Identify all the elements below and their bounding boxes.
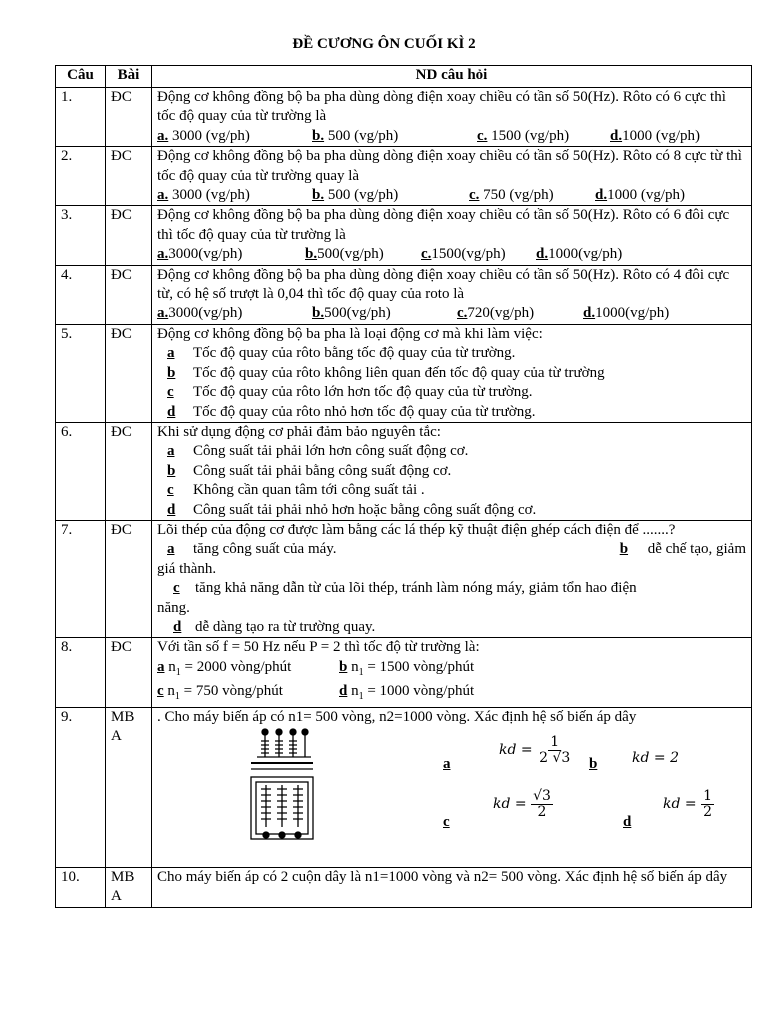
option-d: d.1000(vg/ph) xyxy=(536,246,623,263)
option-c: c $n_1 = 750$ vòng/phút xyxy=(157,683,283,703)
question-stem: Động cơ không đồng bộ ba pha là loại động cơ mà khi làm việc: xyxy=(157,325,543,342)
options-row-ab xyxy=(157,540,746,559)
header-num: Câu xyxy=(56,66,106,88)
question-content xyxy=(152,265,752,324)
option-d: d $n_1 = 1000$ vòng/phút xyxy=(339,683,475,703)
option-d: d Tốc độ quay của rôto nhỏ hơn tốc độ quay của từ trường. xyxy=(167,403,536,420)
table-row xyxy=(56,422,752,520)
question-number: 7. xyxy=(56,520,106,637)
option-b: b Tốc độ quay của rôto không liên quan đến tốc độ quay của từ trường xyxy=(167,364,605,381)
option-c: c. 750 (vg/ph) xyxy=(469,187,554,204)
options xyxy=(157,304,746,323)
options-row-cd xyxy=(157,682,746,706)
question-content xyxy=(152,638,752,707)
question-content xyxy=(152,88,752,147)
question-number: 10. xyxy=(56,868,106,908)
table-row xyxy=(56,868,752,908)
header-row xyxy=(56,66,752,88)
option-c-continued: năng. xyxy=(157,599,190,616)
question-number: 2. xyxy=(56,147,106,206)
table-row xyxy=(56,265,752,324)
options xyxy=(157,127,746,146)
option-a: a. 3000 (vg/ph) xyxy=(157,127,250,144)
option-a-formula: kd = $\frac{1}{2 √3}$ xyxy=(499,734,571,766)
question-content xyxy=(152,707,752,867)
option-d: d.1000(vg/ph) xyxy=(583,305,670,322)
option-b: b Công suất tải phải bằng công suất động cơ. xyxy=(167,462,452,479)
option-a: a. 3000 (vg/ph) xyxy=(157,187,250,204)
option-c: c tăng khả năng dẫn từ của lõi thép, tránh làm nóng máy, giảm tổn hao điện xyxy=(173,580,637,597)
question-stem: Động cơ không đồng bộ ba pha dùng dòng điện xoay chiều có tần số 50(Hz). Rôto có 8 cực từ thì tốc độ quay của từ trường quay là xyxy=(157,148,742,184)
option-c: c.720(vg/ph) xyxy=(457,305,535,322)
table-row xyxy=(56,707,752,867)
option-b-formula: kd = 2 xyxy=(632,750,679,766)
question-content xyxy=(152,206,752,265)
option-c: c Không cần quan tâm tới công suất tải . xyxy=(167,482,425,499)
question-type: ĐC xyxy=(106,88,152,147)
question-content xyxy=(152,868,752,908)
question-stem: Động cơ không đồng bộ ba pha dùng dòng điện xoay chiều có tần số 50(Hz). Rôto có 4 đôi cực từ, có hệ số trượt là 0,04 thì tốc độ quay của roto là xyxy=(157,266,730,303)
question-number: 1. xyxy=(56,88,106,147)
options-row-ab xyxy=(157,658,746,682)
question-number: 9. xyxy=(56,707,106,867)
question-stem: Động cơ không đồng bộ ba pha dùng dòng điện xoay chiều có tần số 50(Hz). Rôto có 6 cực thì tốc độ quay của từ trường là xyxy=(157,89,726,125)
option-c-formula: kd = $\frac{√3}{2}$ xyxy=(493,788,551,820)
question-number: 8. xyxy=(56,638,106,707)
option-d: d.1000 (vg/ph) xyxy=(595,187,686,204)
option-c-key: c xyxy=(443,814,450,830)
option-d: d.1000 (vg/ph) xyxy=(610,127,701,144)
option-d: d Công suất tải phải nhỏ hơn hoặc bằng công suất động cơ. xyxy=(167,501,537,518)
question-type: MB A xyxy=(106,868,152,908)
option-a: a.3000(vg/ph) xyxy=(157,305,243,322)
option-a: a Công suất tải phải lớn hơn công suất động cơ. xyxy=(167,443,469,460)
option-b: b dễ chế tạo, giảm xyxy=(619,541,746,558)
question-table xyxy=(55,65,752,908)
option-a: a $n_1 = 2000$ vòng/phút xyxy=(157,658,292,678)
question-number: 3. xyxy=(56,206,106,265)
transformer-diagram xyxy=(247,727,317,847)
table-row xyxy=(56,147,752,206)
question-type: MB A xyxy=(106,707,152,867)
option-c: c. 1500 (vg/ph) xyxy=(477,127,570,144)
option-b-continued: giá thành. xyxy=(157,560,217,577)
option-a: a Tốc độ quay của rôto bằng tốc độ quay của từ trường. xyxy=(167,345,516,362)
question-stem: Lõi thép của động cơ được làm bằng các lá thép kỹ thuật điện ghép cách điện để .......? xyxy=(157,521,676,538)
question-content xyxy=(152,324,752,422)
table-row xyxy=(56,520,752,637)
question-stem: Với tần số f = 50 Hz nếu P = 2 thì tốc độ từ trường là: xyxy=(157,639,480,656)
question-stem: Cho máy biến áp có 2 cuộn dây là n1=1000 vòng và n2= 500 vòng. Xác định hệ số biến áp dây xyxy=(157,869,728,885)
page-title: ĐỀ CƯƠNG ÔN CUỐI KÌ 2 xyxy=(292,36,476,52)
question-content xyxy=(152,147,752,206)
option-a: a tăng công suất của máy. xyxy=(167,541,337,558)
option-b: b.500(vg/ph) xyxy=(305,246,384,263)
option-b: b. 500 (vg/ph) xyxy=(312,127,399,144)
table-row xyxy=(56,638,752,707)
option-a: a.3000(vg/ph) xyxy=(157,246,243,263)
question-type: ĐC xyxy=(106,638,152,707)
option-c: c Tốc độ quay của rôto lớn hơn tốc độ quay của từ trường. xyxy=(167,384,533,401)
question-stem: Khi sử dụng động cơ phải đảm bảo nguyên tắc: xyxy=(157,423,441,440)
header-type: Bài xyxy=(106,66,152,88)
question-number: 5. xyxy=(56,324,106,422)
option-b-key: b xyxy=(589,756,598,772)
question-content xyxy=(152,520,752,637)
question-content xyxy=(152,422,752,520)
option-c: c.1500(vg/ph) xyxy=(421,246,506,263)
option-b: b.500(vg/ph) xyxy=(312,305,391,322)
question-type: ĐC xyxy=(106,520,152,637)
question-stem: Động cơ không đồng bộ ba pha dùng dòng điện xoay chiều có tần số 50(Hz). Rôto có 6 đôi cực thì tốc độ quay của từ trường là xyxy=(157,207,730,243)
option-b: b $n_1 = 1500$ vòng/phút xyxy=(339,658,475,678)
option-d-key: d xyxy=(623,814,632,830)
question-type: ĐC xyxy=(106,265,152,324)
figure-and-options xyxy=(157,727,746,867)
question-type: ĐC xyxy=(106,324,152,422)
options xyxy=(157,186,746,205)
table-row xyxy=(56,206,752,265)
option-a-key: a xyxy=(443,756,451,772)
question-stem: . Cho máy biến áp có n1= 500 vòng, n2=1000 vòng. Xác định hệ số biến áp dây xyxy=(157,708,637,725)
header-content: ND câu hỏi xyxy=(152,66,752,88)
option-d-formula: kd = $\frac{1}{2}$ xyxy=(663,788,713,820)
question-type: ĐC xyxy=(106,147,152,206)
question-type: ĐC xyxy=(106,422,152,520)
question-number: 4. xyxy=(56,265,106,324)
option-d: d dễ dàng tạo ra từ trường quay. xyxy=(173,618,376,635)
question-number: 6. xyxy=(56,422,106,520)
option-b: b. 500 (vg/ph) xyxy=(312,187,399,204)
question-type: ĐC xyxy=(106,206,152,265)
table-row xyxy=(56,88,752,147)
table-row xyxy=(56,324,752,422)
options xyxy=(157,245,746,264)
